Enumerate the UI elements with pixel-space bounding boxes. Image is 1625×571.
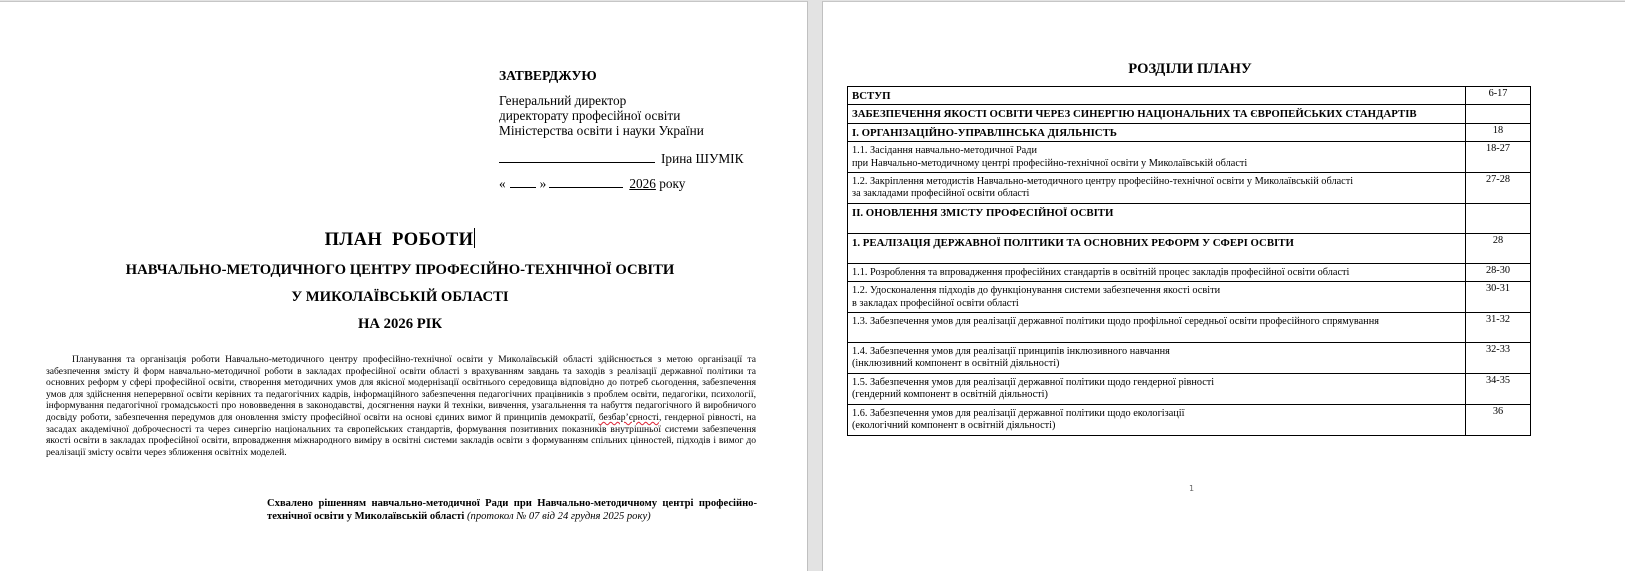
toc-section-title[interactable] xyxy=(848,263,1466,281)
toc-section-title[interactable] xyxy=(848,313,1466,343)
document-page-2 xyxy=(822,1,1625,571)
toc-section-line: 1. РЕАЛІЗАЦІЯ ДЕРЖАВНОЇ ПОЛІТИКИ ТА ОСНОВНИХ РЕФОРМ У СФЕРІ ОСВІТИ xyxy=(852,236,1294,249)
toc-section-line: 1.5. Забезпечення умов для реалізації державної політики щодо гендерної рівності xyxy=(852,376,1215,388)
signatory-name: Ірина ШУМІК xyxy=(661,151,744,166)
toc-section-title[interactable] xyxy=(848,123,1466,141)
toc-section-line: (інклюзивний компонент в освітній діяльності) xyxy=(852,358,1060,370)
toc-row xyxy=(848,142,1531,173)
toc-page-range: 27-28 xyxy=(1466,173,1531,204)
document-title-block xyxy=(60,228,740,333)
approved-note-protocol: (протокол № 07 від 24 грудня 2025 року) xyxy=(467,510,651,522)
toc-section-title[interactable] xyxy=(848,282,1466,313)
approval-label: ЗАТВЕРДЖУЮ xyxy=(499,68,597,83)
toc-title: РОЗДІЛИ ПЛАНУ xyxy=(1128,61,1252,77)
year-suffix: року xyxy=(659,176,686,191)
toc-section-line: (гендерний компонент в освітній діяльності) xyxy=(852,389,1048,401)
toc-section-line: 1.4. Забезпечення умов для реалізації принципів інклюзивного навчання xyxy=(852,346,1170,358)
toc-page-range: 31-32 xyxy=(1466,313,1531,343)
toc-section-line: 1.6. Забезпечення умов для реалізації державної політики щодо екологізації xyxy=(852,407,1185,419)
toc-row xyxy=(848,203,1531,233)
document-title[interactable] xyxy=(60,228,740,252)
toc-section-title[interactable] xyxy=(848,203,1466,233)
toc-section-title[interactable] xyxy=(848,233,1466,263)
toc-page-range: 30-31 xyxy=(1466,282,1531,313)
toc-page-range: 28-30 xyxy=(1466,263,1531,281)
text-cursor xyxy=(474,228,475,248)
approved-note-text: Схвалено рішенням навчально-методичної Ради при Навчально-методичному центрі професійно-технічної освіти у Миколаївській області xyxy=(267,498,757,522)
page-number: 1 xyxy=(1189,484,1195,493)
intro-paragraph[interactable] xyxy=(46,354,756,458)
document-page-1 xyxy=(0,1,808,571)
toc-section-title[interactable] xyxy=(848,105,1466,123)
approval-block xyxy=(499,68,779,191)
toc-table xyxy=(847,86,1531,436)
approval-year: 2026 xyxy=(629,176,656,191)
toc-section-line: при Навчально-методичному центрі професійно-технічної освіти у Миколаївській області xyxy=(852,157,1248,169)
toc-row xyxy=(848,263,1531,281)
toc-row xyxy=(848,173,1531,204)
toc-section-line: 1.2. Удосконалення підходів до функціонування системи забезпечення якості освіти xyxy=(852,285,1221,297)
toc-row xyxy=(848,343,1531,374)
toc-section-line: 1.2. Закріплення методистів Навчально-методичного центру професійно-технічної освіти у Миколаївській області xyxy=(852,176,1354,188)
toc-section-line: 1.1. Засідання навчально-методичної Ради xyxy=(852,145,1038,157)
toc-section-title[interactable] xyxy=(848,343,1466,374)
toc-section-line: І. ОРГАНІЗАЦІЙНО-УПРАВЛІНСЬКА ДІЯЛЬНІСТЬ xyxy=(852,126,1117,139)
toc-section-title[interactable] xyxy=(848,142,1466,173)
toc-row xyxy=(848,313,1531,343)
date-quote-open: « xyxy=(499,176,506,191)
toc-page-range: 34-35 xyxy=(1466,373,1531,404)
toc-section-line: в закладах професійної освіти області xyxy=(852,297,1019,309)
approved-note xyxy=(267,498,757,523)
toc-page-range: 32-33 xyxy=(1466,343,1531,374)
toc-row xyxy=(848,123,1531,141)
toc-section-line: ЗАБЕЗПЕЧЕННЯ ЯКОСТІ ОСВІТИ ЧЕРЕЗ СИНЕРГІЮ НАЦІОНАЛЬНИХ ТА ЄВРОПЕЙСЬКИХ СТАНДАРТІВ xyxy=(852,108,1417,121)
approval-date xyxy=(499,175,779,191)
document-subtitle-line: У МИКОЛАЇВСЬКІЙ ОБЛАСТІ xyxy=(291,289,509,305)
approval-position-line: Міністерства освіти і науки України xyxy=(499,123,704,138)
toc-section-line: (екологічний компонент в освітній діяльності) xyxy=(852,420,1056,432)
signature-blank xyxy=(499,150,655,163)
spelling-error-word[interactable]: безбар’єрності xyxy=(598,411,659,423)
date-quote-close: » xyxy=(539,176,547,191)
toc-section-title[interactable] xyxy=(848,173,1466,204)
toc-row xyxy=(848,373,1531,404)
approval-position-line: Генеральний директор xyxy=(499,93,627,108)
toc-page-range: 18 xyxy=(1466,123,1531,141)
approval-position-line: директорату професійної освіти xyxy=(499,108,681,123)
toc-page-range: 18-27 xyxy=(1466,142,1531,173)
toc-section-line: 1.3. Забезпечення умов для реалізації державної політики щодо профільної середньої освіти професійного спрямування xyxy=(852,316,1379,328)
toc-section-line: ВСТУП xyxy=(852,90,891,102)
toc-row xyxy=(848,282,1531,313)
toc-section-line: 1.1. Розроблення та впровадження професійних стандартів в освітній процес закладів професійної освіти області xyxy=(852,266,1350,278)
toc-page-range: 36 xyxy=(1466,404,1531,435)
signature-line xyxy=(499,150,779,166)
toc-row xyxy=(848,87,1531,105)
toc-section-title[interactable] xyxy=(848,373,1466,404)
toc-section-line: за закладами професійної освіти області xyxy=(852,188,1030,200)
toc-section-title[interactable] xyxy=(848,87,1466,105)
toc-page-range: 6-17 xyxy=(1466,87,1531,105)
toc-row xyxy=(848,233,1531,263)
toc-row xyxy=(848,105,1531,123)
day-blank xyxy=(510,175,536,188)
toc-row xyxy=(848,404,1531,435)
toc-page-range xyxy=(1466,105,1531,123)
toc-page-range xyxy=(1466,203,1531,233)
document-title-text: ПЛАН РОБОТИ xyxy=(324,230,474,250)
toc-section-title[interactable] xyxy=(848,404,1466,435)
toc-section-line: ІІ. ОНОВЛЕННЯ ЗМІСТУ ПРОФЕСІЙНОЇ ОСВІТИ xyxy=(852,206,1114,219)
document-subtitle-year: НА 2026 РІК xyxy=(357,316,443,332)
toc-page-range: 28 xyxy=(1466,233,1531,263)
intro-text: , гендерної рівності, на засадах академічної доброчесності та через синергію національних та європейських стандартів, формування позитивних показників внутрішньої системи забезпечення якості освіти в закладах професійної освіти, впровадження міжнародного виміру в освітні системи закладів освіти з формуванням спільних цінностей, підходів і вимог до реалізації змісту освіти через зближення освітніх моделей. xyxy=(46,411,756,458)
intro-text: Планування та організація роботи Навчально-методичного центру професійно-технічної освіти у Миколаївській області здійснюється з метою організації та забезпечення змісту й форм навчально-методичної роботи в закладах професійної освіти області з врахуванням завдань та заходів з реалізації державної політики та основних реформ у сфері професійної освіти, створення методичних умов для якісної модернізації освітнього середовища відповідно до потреб сьогодення, забезпечення умов для здійснення неперервної освіти керівних та педагогічних кадрів, інформаційного забезпечення педагогічних працівників з проблем освіти, педагогіки, психології, інформування педагогічної громадськості про нововведення в законодавстві, досягнення науки й техніки, вивчення, узагальнення та набуття педагогічного й виробничого досвіду роботи, забезпечення передумов для оновлення змісту професійної освіти на основі єдиних вимог й принципів демократії, xyxy=(46,354,756,423)
document-subtitle-line: НАВЧАЛЬНО-МЕТОДИЧНОГО ЦЕНТРУ ПРОФЕСІЙНО-ТЕХНІЧНОЇ ОСВІТИ xyxy=(125,262,675,278)
month-blank xyxy=(549,175,623,188)
